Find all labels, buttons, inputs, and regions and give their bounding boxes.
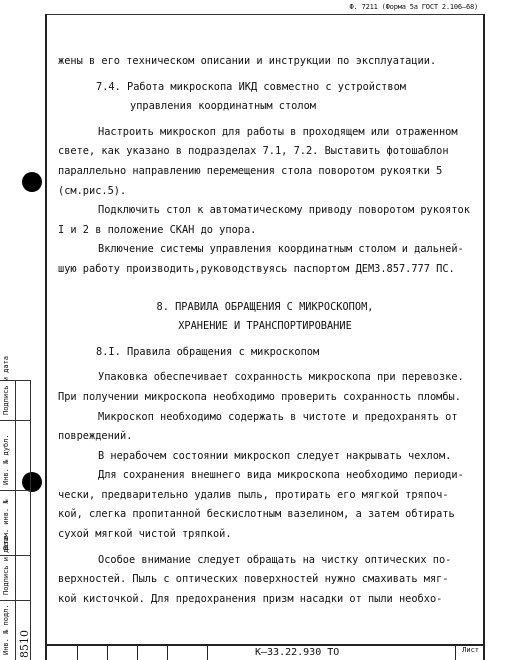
- strip-cell: [0, 420, 30, 421]
- text-line: повреждений.: [58, 430, 133, 443]
- text-line: чески, предварительно удалив пыль, протирать его мягкой тряпоч-: [58, 488, 449, 501]
- text-line: верхностей. Пыль с оптических поверхностей нужно смахивать мяг-: [58, 573, 449, 586]
- paragraph: [58, 240, 472, 279]
- frame-top-border: [45, 14, 485, 15]
- text-line: I и 2 в положение СКАН до упора.: [58, 223, 257, 236]
- frame-right-border: [483, 14, 485, 660]
- text-line: При получении микроскопа необходимо проверить сохранность пломбы.: [58, 390, 461, 403]
- text-line: Подключить стол к автоматическому приводу поворотом рукояток: [98, 204, 470, 217]
- text-line: Упаковка обеспечивает сохранность микроскопа при перевозке.: [98, 371, 464, 384]
- text-line: кой кисточкой. Для предохранения призм насадки от пыли необхо-: [58, 592, 443, 605]
- strip-vline-inner: [15, 380, 16, 660]
- text-line: жены в его техническом описании и инструкции по эксплуатации.: [58, 55, 437, 67]
- stamp-divider: [77, 646, 78, 660]
- text-line: 8. ПРАВИЛА ОБРАЩЕНИЯ С МИКРОСКОПОМ,: [156, 300, 374, 313]
- text-line: кой, слегка пропитанной бескислотным вазелином, а затем обтирать: [58, 508, 455, 521]
- binder-hole-1: [22, 172, 42, 192]
- strip-label-podl: Инв. № подл.: [2, 604, 10, 655]
- paragraph: [58, 466, 472, 544]
- strip-label-dubl: Инв. № дубл.: [2, 434, 10, 485]
- text-line: шую работу производить,руководствуясь паспортом ДЕМЗ.857.777 ПС.: [58, 262, 455, 275]
- stamp-divider: [137, 646, 138, 660]
- text-line: Особое внимание следует обращать на чистку оптических по-: [98, 553, 452, 566]
- frame-left-border: [45, 14, 47, 660]
- text-line: Включение системы управления координатным столом и дальней-: [98, 243, 464, 256]
- strip-cell: [0, 600, 30, 601]
- text-line: В нерабочем состоянии микроскоп следует накрывать чехлом.: [98, 449, 452, 462]
- paragraph: [58, 368, 472, 407]
- strip-vline: [30, 380, 31, 660]
- side-stamp-strip: [0, 300, 44, 660]
- text-line: 7.4. Работа микроскопа ИКД совместно с устройством: [96, 80, 406, 93]
- strip-label-vzam: Взам. инв. №: [2, 499, 10, 550]
- document-code: К–33.22.930 ТО: [255, 647, 340, 658]
- paragraph: [58, 123, 472, 201]
- strip-cell: [0, 490, 30, 491]
- strip-label-sign-date-2: Подпись и дата: [2, 535, 10, 595]
- stamp-divider: [207, 646, 208, 660]
- text-line: (см.рис.5).: [58, 184, 127, 197]
- text-line: Микроскоп необходимо содержать в чистоте и предохранять от: [98, 410, 458, 423]
- paragraph: [58, 551, 472, 610]
- page-text: [58, 52, 472, 609]
- section-heading-8-1: [58, 343, 472, 363]
- sheet-label: Лист: [455, 646, 479, 660]
- text-line: 8.I. Правила обращения с микроскопом: [96, 345, 320, 358]
- text-line: параллельно направлению перемещения стола поворотом рукоятки 5: [58, 164, 443, 177]
- paragraph: [58, 447, 472, 467]
- text-line: управления координатным столом: [130, 100, 316, 113]
- form-header-note: Ф. 7211 (Форма 5а ГОСТ 2.106—68): [349, 3, 478, 11]
- text-line: сухой мягкой чистой тряпкой.: [58, 528, 232, 541]
- section-heading-8: [58, 298, 472, 337]
- strip-label-sign-date: Подпись и дата: [2, 355, 10, 415]
- strip-handwritten-number: 8510: [18, 630, 31, 658]
- stamp-divider: [107, 646, 108, 660]
- paragraph-continuation: [58, 52, 472, 72]
- paragraph: [58, 408, 472, 447]
- title-block-stamp: [47, 644, 483, 660]
- paragraph: [58, 201, 472, 240]
- text-line: ХРАНЕНИЕ И ТРАНСПОРТИРОВАНИЕ: [178, 320, 352, 333]
- text-line: свете, как указано в подразделах 7.1, 7.2. Выставить фотошаблон: [58, 145, 449, 158]
- text-line: Настроить микроскоп для работы в проходящем или отраженном: [98, 125, 458, 138]
- section-heading-7-4: [58, 78, 472, 117]
- stamp-divider: [167, 646, 168, 660]
- text-line: Для сохранения внешнего вида микроскопа необходимо периоди-: [98, 469, 464, 482]
